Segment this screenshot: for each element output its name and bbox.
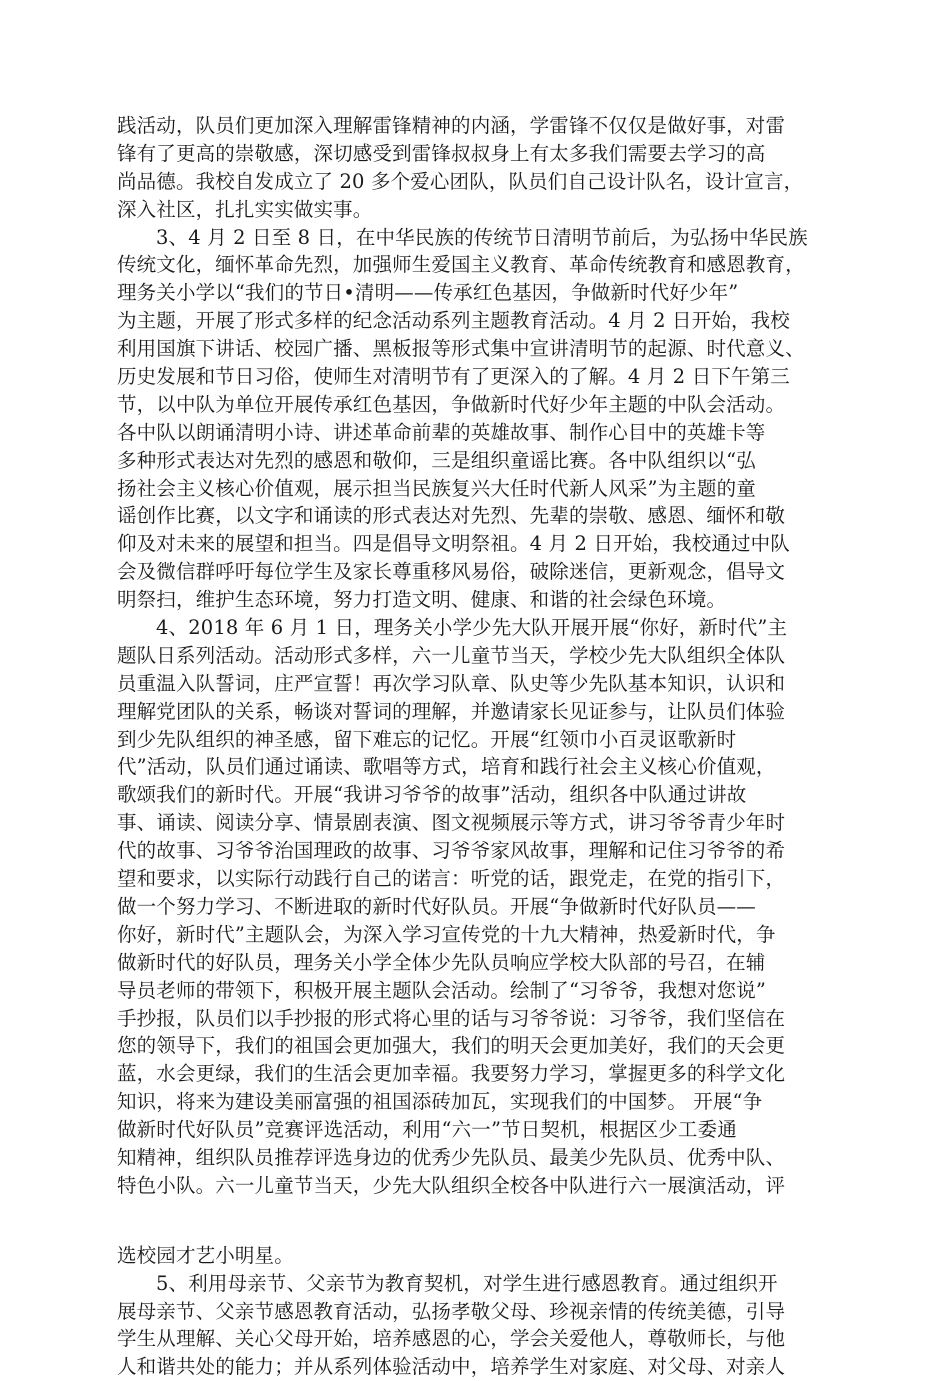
text-line: 学生从理解、关心父母开始，培养感恩的心，学会关爱他人，尊敬师长，与他 xyxy=(117,1327,786,1351)
text-line: 谣创作比赛，以文字和诵读的形式表达对先烈、先辈的崇敬、感恩、缅怀和敬 xyxy=(117,504,786,528)
text-line: 明祭扫，维护生态环境，努力打造文明、健康、和谐的社会绿色环境。 xyxy=(117,588,727,612)
text-line: 导员老师的带领下，积极开展主题队会活动。绘制了“习爷爷，我想对您说” xyxy=(117,978,767,1002)
text-line: 题队日系列活动。活动形式多样，六一儿童节当天，学校少先大队组织全体队 xyxy=(117,643,786,667)
text-line: 歌颂我们的新时代。开展“我讲习爷爷的故事”活动，组织各中队通过讲故 xyxy=(117,783,747,807)
text-line: 做新时代的好队员，理务关小学全体少先队员响应学校大队部的号召，在辅 xyxy=(117,950,766,974)
paragraph-2 xyxy=(117,224,841,614)
text-line: 人和谐共处的能力；并从系列体验活动中，培养学生对家庭、对父母、对亲人 xyxy=(117,1355,786,1379)
text-line: 锋有了更高的崇敬感，深切感受到雷锋叔叔身上有太多我们需要去学习的高 xyxy=(117,141,766,165)
text-line: 历史发展和节日习俗，使师生对清明节有了更深入的了解。4 月 2 日下午第三 xyxy=(117,365,790,389)
text-line: 深入社区，扎扎实实做实事。 xyxy=(117,197,373,221)
text-line: 望和要求，以实际行动践行自己的诺言：听党的话，跟党走，在党的指引下， xyxy=(117,867,786,891)
text-line: 手抄报，队员们以手抄报的形式将心里的话与习爷爷说：习爷爷，我们坚信在 xyxy=(117,1006,786,1030)
text-line: 选校园才艺小明星。 xyxy=(117,1243,294,1267)
text-line: 利用国旗下讲话、校园广播、黑板报等形式集中宣讲清明节的起源、时代意义、 xyxy=(117,337,805,361)
text-line: 节，以中队为单位开展传承红色基因，争做新时代好少年主题的中队会活动。 xyxy=(117,392,786,416)
paragraph-3 xyxy=(117,614,841,1200)
text-line: 知精神，组织队员推荐评选身边的优秀少先队员、最美少先队员、优秀中队、 xyxy=(117,1145,786,1169)
text-line: 扬社会主义核心价值观，展示担当民族复兴大任时代新人风采”为主题的童 xyxy=(117,476,756,500)
text-line: 理务关小学以“我们的节日•清明——传承红色基因，争做新时代好少年” xyxy=(117,281,739,305)
text-line: 传统文化，缅怀革命先烈，加强师生爱国主义教育、革命传统教育和感恩教育， xyxy=(117,253,805,277)
text-line: 员重温入队誓词，庄严宣誓！再次学习队章、队史等少先队基本知识，认识和 xyxy=(117,671,786,695)
text-line: 多种形式表达对先烈的感恩和敬仰，三是组织童谣比赛。各中队组织以“弘 xyxy=(117,448,756,472)
text-line: 做一个努力学习、不断进取的新时代好队员。开展“争做新时代好队员—— xyxy=(117,894,756,918)
text-line: 知识，将来为建设美丽富强的祖国添砖加瓦，实现我们的中国梦。 开展“争 xyxy=(117,1090,763,1114)
text-line: 展母亲节、父亲节感恩教育活动，弘扬孝敬父母、珍视亲情的传统美德，引导 xyxy=(117,1299,786,1323)
text-line: 做新时代好队员”竞赛评选活动，利用“六一”节日契机，根据区少工委通 xyxy=(117,1118,737,1142)
text-line: 蓝，水会更绿，我们的生活会更加幸福。我要努力学习，掌握更多的科学文化 xyxy=(117,1062,786,1086)
text-line: 各中队以朗诵清明小诗、讲述革命前辈的英雄故事、制作心目中的英雄卡等 xyxy=(117,420,766,444)
text-line: 5、利用母亲节、父亲节为教育契机，对学生进行感恩教育。通过组织开 xyxy=(156,1271,778,1295)
text-line: 特色小队。六一儿童节当天，少先大队组织全校各中队进行六一展演活动，评 xyxy=(117,1173,786,1197)
text-line: 尚品德。我校自发成立了 20 多个爱心团队，队员们自己设计队名，设计宣言， xyxy=(117,169,804,193)
text-line: 会及微信群呼吁每位学生及家长尊重移风易俗，破除迷信，更新观念，倡导文 xyxy=(117,560,786,584)
text-line: 4、2018 年 6 月 1 日，理务关小学少先大队开展开展“你好，新时代”主 xyxy=(156,616,788,640)
text-line: 代”活动，队员们通过诵读、歌唱等方式，培育和践行社会主义核心价值观， xyxy=(117,755,776,779)
paragraph-5 xyxy=(117,1270,841,1381)
text-line: 践活动，队员们更加深入理解雷锋精神的内涵，学雷锋不仅仅是做好事，对雷 xyxy=(117,114,786,137)
text-line: 为主题，开展了形式多样的纪念活动系列主题教育活动。4 月 2 日开始，我校 xyxy=(117,309,790,333)
text-line: 代的故事、习爷爷治国理政的故事、习爷爷家风故事，理解和记住习爷爷的希 xyxy=(117,839,786,863)
text-line: 仰及对未来的展望和担当。四是倡导文明祭祖。4 月 2 日开始，我校通过中队 xyxy=(117,532,790,556)
text-line: 3、4 月 2 日至 8 日，在中华民族的传统节日清明节前后，为弘扬中华民族 xyxy=(156,225,808,249)
text-line: 你好，新时代”主题队会，为深入学习宣传党的十九大精神，热爱新时代，争 xyxy=(117,922,776,946)
paragraph-1 xyxy=(117,112,841,224)
text-line: 您的领导下，我们的祖国会更加强大，我们的明天会更加美好，我们的天会更 xyxy=(117,1034,786,1058)
text-line: 事、诵读、阅读分享、情景剧表演、图文视频展示等方式，讲习爷爷青少年时 xyxy=(117,811,786,835)
text-line: 到少先队组织的神圣感，留下难忘的记忆。开展“红领巾小百灵讴歌新时 xyxy=(117,727,737,751)
text-line: 理解党团队的关系，畅谈对誓词的理解，并邀请家长见证参与，让队员们体验 xyxy=(117,699,786,723)
paragraph-4 xyxy=(117,1242,841,1270)
page-break-gap xyxy=(117,1200,841,1242)
document-page xyxy=(117,112,841,1381)
